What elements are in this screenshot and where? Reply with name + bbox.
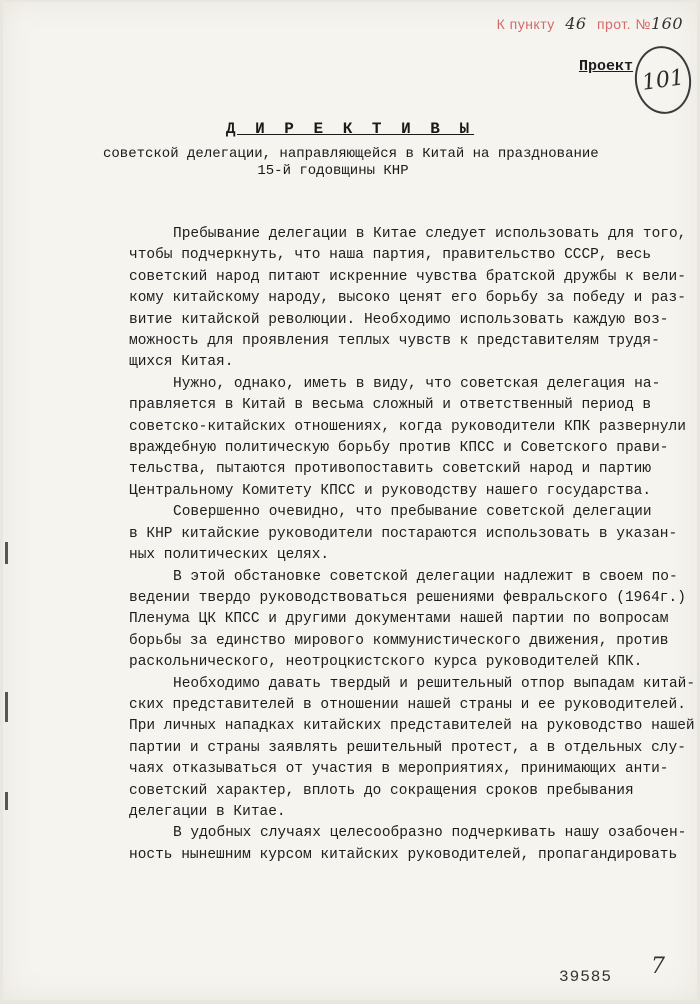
text-line: В удобных случаях целесообразно подчеркивать нашу озабочен- — [173, 825, 687, 842]
text-line: советский характер, вплоть до сокращения сроков пребывания — [129, 782, 634, 799]
archive-number: 39585 — [559, 968, 613, 986]
document-title: Д И Р Е К Т И В Ы — [225, 120, 475, 138]
stamp-protocol-number: 160 — [650, 14, 683, 33]
text-line: Совершенно очевидно, что пребывание советской делегации — [173, 504, 652, 521]
stamp-prefix: К пункту — [496, 16, 555, 32]
paragraph-3 — [129, 502, 685, 566]
text-line: в КНР китайские руководители постараются использовать в указан- — [129, 525, 678, 542]
text-line: Центральному Комитету КПСС и руководству нашего государства. — [129, 482, 652, 499]
subtitle-line: советской делегации, направляющейся в Китай на празднование — [103, 146, 599, 162]
text-line: советско-китайских отношениях, когда руководители КПК развернули — [129, 418, 686, 435]
text-line: партии и страны заявлять решительный протест, а в отдельных слу- — [129, 739, 686, 756]
text-line: Пленума ЦК КПСС и другими документами нашей партии по вопросам — [129, 611, 669, 628]
text-line: раскольнического, неотроцкистского курса руководителей КПК. — [129, 654, 643, 671]
document-subtitle — [103, 146, 599, 180]
registry-stamp — [497, 14, 689, 33]
paragraph-2 — [129, 374, 685, 502]
text-line: В этой обстановке советской делегации надлежит в своем по- — [173, 568, 678, 585]
draft-label: Проект — [579, 58, 634, 75]
margin-mark — [5, 542, 8, 564]
text-line: Нужно, однако, иметь в виду, что советская делегация на- — [173, 375, 661, 392]
text-line: витие китайской революции. Необходимо использовать каждую воз- — [129, 311, 669, 328]
paragraph-5 — [129, 674, 696, 824]
stamp-item: 46 — [565, 14, 587, 33]
text-line: щихся Китая. — [129, 354, 234, 371]
text-line: ных политических целях. — [129, 547, 330, 564]
subtitle-line: 15-й годовщины КНР — [257, 163, 409, 179]
text-line: делегации в Китае. — [129, 803, 286, 820]
text-line: чтобы подчеркнуть, что наша партия, правительство СССР, весь — [129, 247, 652, 264]
document-page — [3, 2, 697, 1000]
margin-mark — [5, 792, 8, 810]
paragraph-1 — [129, 224, 685, 374]
circled-page-number: 101 — [631, 42, 696, 117]
text-line: ведении твердо руководствоваться решениями февральского (1964г.) — [129, 589, 686, 606]
text-line: При личных нападках китайских представителей на руководство нашей — [129, 718, 695, 735]
text-line: борьбы за единство мирового коммунистического движения, против — [129, 632, 669, 649]
text-line: Необходимо давать твердый и решительный отпор выпадам китай- — [173, 675, 696, 692]
text-line: правляется в Китай в весьма сложный и ответственный период в — [129, 397, 652, 414]
document-body — [129, 224, 696, 866]
text-line: враждебную политическую борьбу против КПСС и Советского прави- — [129, 440, 669, 457]
text-line: советский народ питают искренние чувства братской дружбы к вели- — [129, 268, 686, 285]
text-line: ность нынешним курсом китайских руководителей, пропагандировать — [129, 846, 678, 863]
text-line: можность для проявления теплых чувств к представителям трудя- — [129, 333, 660, 350]
text-line: кому китайскому народу, высоко ценят его борьбу за победу и раз- — [129, 290, 686, 307]
margin-mark — [5, 692, 8, 722]
stamp-protocol-label: прот. № — [596, 16, 651, 32]
handwritten-mark: 7 — [651, 954, 665, 979]
text-line: чаях отказываться от участия в мероприятиях, принимающих анти- — [129, 761, 669, 778]
text-line: тельства, пытаются противопоставить советский народ и партию — [129, 461, 652, 478]
paragraph-4 — [129, 567, 685, 674]
text-line: Пребывание делегации в Китае следует использовать для того, — [173, 226, 687, 242]
text-line: ских представителей в отношении нашей страны и ее руководителей. — [129, 696, 686, 713]
paragraph-6 — [129, 823, 685, 866]
